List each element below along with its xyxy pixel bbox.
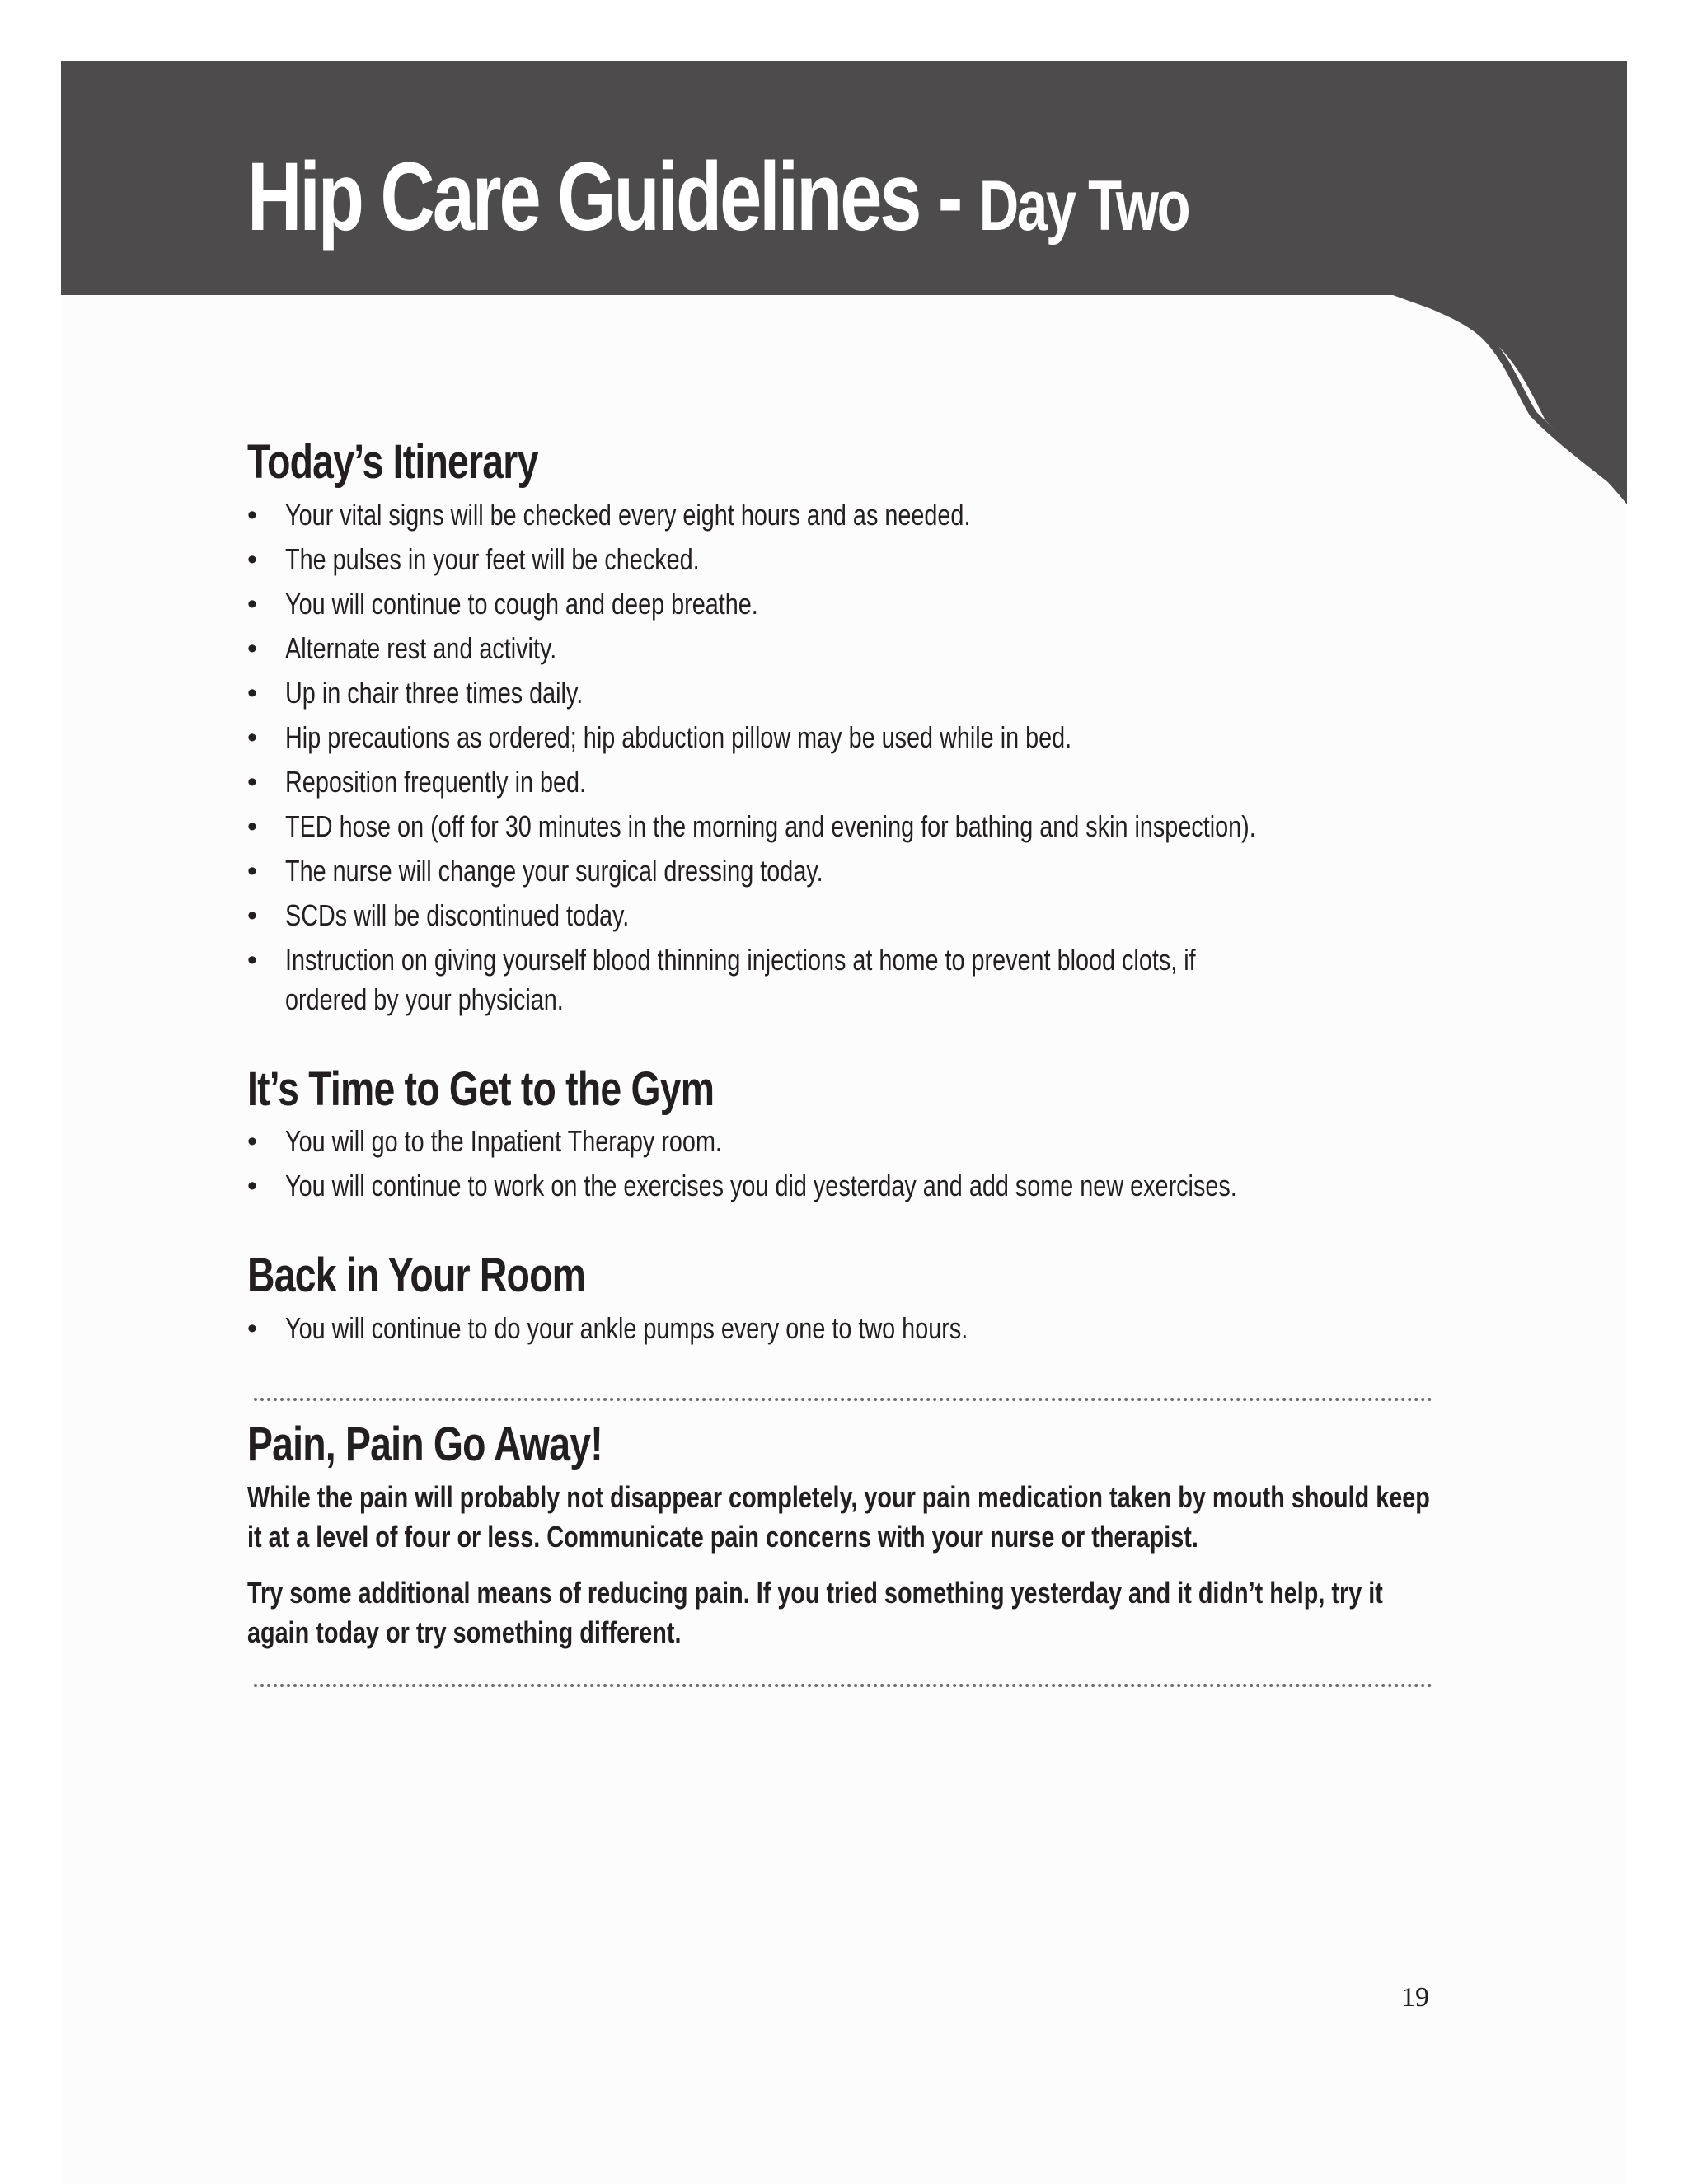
- list-item: • SCDs will be discontinued today.: [247, 896, 1434, 935]
- list-item: • You will go to the Inpatient Therapy room.: [247, 1122, 1434, 1161]
- pain-paragraph-2: Try some additional means of reducing pain. If you tried something yesterday and it didn’t help, try it again today or try something different.: [247, 1575, 1383, 1649]
- gym-list: [247, 1122, 1434, 1206]
- page-number: 19: [1401, 1982, 1429, 2013]
- pain-paragraph-1: While the pain will probably not disappear completely, your pain medication taken by mouth should keep it at a level of four or less. Communicate pain concerns with your nurse or therapist.: [247, 1479, 1430, 1554]
- dotted-divider-top: [254, 1398, 1432, 1401]
- list-item: • Alternate rest and activity.: [247, 629, 1434, 668]
- room-heading: Back in Your Room: [247, 1249, 586, 1303]
- itinerary-heading: Today’s Itinerary: [247, 435, 538, 489]
- list-item: • You will continue to work on the exercises you did yesterday and add some new exercises.: [247, 1166, 1434, 1206]
- dotted-divider-bottom: [254, 1684, 1432, 1687]
- page-title-main: Hip Care Guidelines -: [247, 143, 979, 251]
- itinerary-list: [247, 495, 1434, 1019]
- list-item: • Instruction on giving yourself blood thinning injections at home to prevent blood clots, if ordered by your physician.: [247, 940, 1434, 1019]
- main-content: [247, 435, 1434, 1687]
- list-item: • Reposition frequently in bed.: [247, 762, 1434, 802]
- list-item: • Up in chair three times daily.: [247, 673, 1434, 713]
- page-title-sub: Day Two: [978, 166, 1189, 246]
- list-item: • Your vital signs will be checked every eight hours and as needed.: [247, 495, 1434, 535]
- list-item: • You will continue to cough and deep breathe.: [247, 584, 1434, 624]
- page-title: [247, 143, 1189, 251]
- gym-heading: It’s Time to Get to the Gym: [247, 1062, 715, 1116]
- list-item: • The nurse will change your surgical dressing today.: [247, 851, 1434, 891]
- list-item: • Hip precautions as ordered; hip abduction pillow may be used while in bed.: [247, 718, 1434, 757]
- list-item: • You will continue to do your ankle pumps every one to two hours.: [247, 1309, 1434, 1348]
- list-item: • TED hose on (off for 30 minutes in the morning and evening for bathing and skin inspection).: [247, 807, 1434, 846]
- pain-heading: Pain, Pain Go Away!: [247, 1418, 603, 1472]
- room-list: [247, 1309, 1434, 1348]
- list-item: • The pulses in your feet will be checked.: [247, 540, 1434, 579]
